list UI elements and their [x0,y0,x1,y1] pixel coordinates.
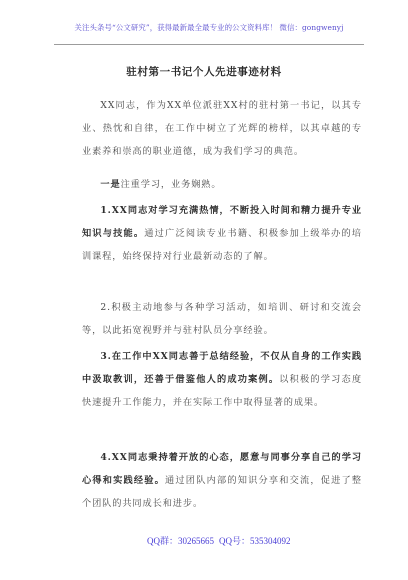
section-heading-text: 注重学习，业务娴熟。 [120,179,222,190]
item-paragraph-3 [82,345,362,414]
item-3-text: 以积极的学习态度快速提升工作能力，并在实际工作中取得显著的成果。 [82,374,362,408]
footer-qq-group: QQ群：30265665 [147,536,214,546]
item-1-bold: 1.XX同志对学习充满热情，不断投入时间和精力提升专业知识与技能。 [82,205,362,239]
item-4-bold: 4.XX同志秉持着开放的心态，愿意与同事分享自己的学习心得和实践经验。 [82,452,362,486]
item-1-text: 通过广泛阅读专业书籍、积极参加上级举办的培训课程，始终保持对行业最新动态的了解。 [82,228,362,262]
item-paragraph-2 [82,296,362,342]
document-title: 驻村第一书记个人先进事迹材料 [126,66,282,78]
header-divider [54,44,364,45]
section-lead: 一是 [100,179,121,190]
item-2-text: 2.积极主动地参与各种学习活动，如培训、研讨和交流会等，以此拓宽视野并与驻村队员分享经验。 [82,302,362,336]
section-heading-1 [82,173,362,196]
item-3-bold: 3.在工作中XX同志善于总结经验，不仅从自身的工作实践中汲取教训，还善于借鉴他人的成功案例。 [82,351,362,385]
item-paragraph-4 [82,446,362,515]
header-banner: 关注头条号“公文研究”，获得最新最全最专业的公文资料库！ 微信：gongwenyj [74,23,344,32]
item-4-text: 通过团队内部的知识分享和交流，促进了整个团队的共同成长和进步。 [82,475,362,509]
intro-paragraph: XX同志，作为XX单位派驻XX村的驻村第一书记，以其专业、热忱和自律，在工作中树立了光辉的榜样，以其卓越的专业素养和崇高的职业道德，成为我们学习的典范。 [82,100,362,157]
footer-qq-number: QQ号：535304092 [219,536,291,546]
item-paragraph-1 [82,199,362,268]
